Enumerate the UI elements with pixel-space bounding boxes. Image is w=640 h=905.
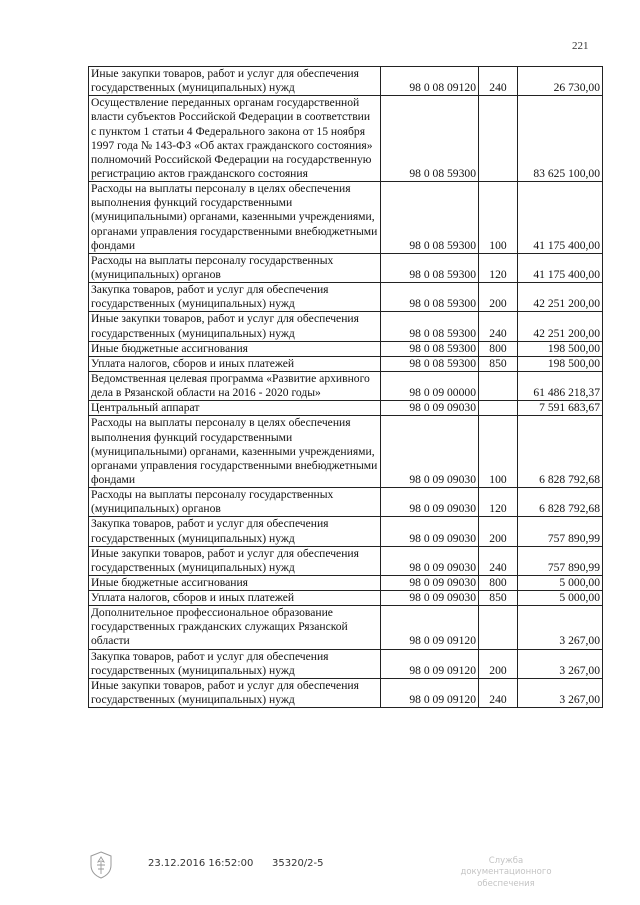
amount: 61 486 218,37 [518, 371, 603, 400]
expense-type: 100 [479, 182, 518, 254]
amount: 3 267,00 [518, 606, 603, 649]
target-code: 98 0 08 09120 [381, 67, 479, 96]
target-code: 98 0 08 59300 [381, 341, 479, 356]
stamp-line: Служба документационного [460, 856, 552, 878]
amount: 41 175 400,00 [518, 182, 603, 254]
table-row [89, 96, 603, 182]
table-row [89, 606, 603, 649]
expense-type: 240 [479, 67, 518, 96]
expense-type: 850 [479, 356, 518, 371]
target-code: 98 0 08 59300 [381, 96, 479, 182]
expense-name: Уплата налогов, сборов и иных платежей [89, 356, 381, 371]
expense-name: Расходы на выплаты персоналу в целях обеспечения выполнения функций государственными (муниципальными) органами, казенными учреждениями, органами управления государственными внебюджетными фондами [89, 416, 381, 488]
target-code: 98 0 08 59300 [381, 356, 479, 371]
expense-name: Иные закупки товаров, работ и услуг для обеспечения государственных (муниципальных) нужд [89, 546, 381, 575]
amount: 198 500,00 [518, 356, 603, 371]
document-footer [0, 858, 640, 898]
table-row [89, 283, 603, 312]
amount: 5 000,00 [518, 591, 603, 606]
amount: 3 267,00 [518, 649, 603, 678]
table-row [89, 401, 603, 416]
expense-name: Иные бюджетные ассигнования [89, 341, 381, 356]
expense-type: 120 [479, 488, 518, 517]
expense-type: 240 [479, 678, 518, 707]
table-row [89, 341, 603, 356]
target-code: 98 0 09 09120 [381, 649, 479, 678]
amount: 6 828 792,68 [518, 488, 603, 517]
table-row [89, 488, 603, 517]
target-code: 98 0 08 59300 [381, 312, 479, 341]
table-row [89, 312, 603, 341]
expense-name: Центральный аппарат [89, 401, 381, 416]
expense-name: Иные бюджетные ассигнования [89, 575, 381, 590]
table-row [89, 678, 603, 707]
target-code: 98 0 09 09030 [381, 401, 479, 416]
expense-name: Расходы на выплаты персоналу государственных (муниципальных) органов [89, 253, 381, 282]
target-code: 98 0 09 09120 [381, 606, 479, 649]
expense-name: Закупка товаров, работ и услуг для обеспечения государственных (муниципальных) нужд [89, 649, 381, 678]
expense-name: Иные закупки товаров, работ и услуг для обеспечения государственных (муниципальных) нужд [89, 678, 381, 707]
table-row [89, 575, 603, 590]
amount: 41 175 400,00 [518, 253, 603, 282]
expense-type: 200 [479, 283, 518, 312]
table-row [89, 182, 603, 254]
expense-type [479, 401, 518, 416]
expense-type: 850 [479, 591, 518, 606]
timestamp: 23.12.2016 16:52:00 [148, 858, 254, 869]
expense-type: 240 [479, 312, 518, 341]
amount: 6 828 792,68 [518, 416, 603, 488]
expense-name: Иные закупки товаров, работ и услуг для обеспечения государственных (муниципальных) нужд [89, 67, 381, 96]
amount: 757 890,99 [518, 517, 603, 546]
page-number: 221 [572, 40, 589, 52]
amount: 26 730,00 [518, 67, 603, 96]
table-row [89, 67, 603, 96]
amount: 42 251 200,00 [518, 312, 603, 341]
document-number: 35320/2-5 [272, 858, 324, 869]
expense-type: 800 [479, 341, 518, 356]
expense-type [479, 96, 518, 182]
expense-name: Ведомственная целевая программа «Развитие архивного дела в Рязанской области на 2016 - 2020 годы» [89, 371, 381, 400]
expense-type: 100 [479, 416, 518, 488]
amount: 757 890,99 [518, 546, 603, 575]
target-code: 98 0 09 09030 [381, 416, 479, 488]
expense-type: 120 [479, 253, 518, 282]
coat-of-arms-icon [88, 850, 114, 883]
expense-name: Расходы на выплаты персоналу государственных (муниципальных) органов [89, 488, 381, 517]
expense-name: Закупка товаров, работ и услуг для обеспечения государственных (муниципальных) нужд [89, 283, 381, 312]
expense-name: Закупка товаров, работ и услуг для обеспечения государственных (муниципальных) нужд [89, 517, 381, 546]
faded-stamp [446, 856, 566, 890]
table-row [89, 253, 603, 282]
budget-table [88, 66, 603, 708]
amount: 42 251 200,00 [518, 283, 603, 312]
target-code: 98 0 08 59300 [381, 182, 479, 254]
amount: 83 625 100,00 [518, 96, 603, 182]
table-row [89, 546, 603, 575]
table-row [89, 591, 603, 606]
expense-type: 240 [479, 546, 518, 575]
expense-type: 800 [479, 575, 518, 590]
expense-name: Иные закупки товаров, работ и услуг для обеспечения государственных (муниципальных) нужд [89, 312, 381, 341]
expense-type [479, 606, 518, 649]
target-code: 98 0 09 09030 [381, 575, 479, 590]
expense-type [479, 371, 518, 400]
target-code: 98 0 08 59300 [381, 253, 479, 282]
target-code: 98 0 09 09120 [381, 678, 479, 707]
table-row [89, 649, 603, 678]
expense-name: Расходы на выплаты персоналу в целях обеспечения выполнения функций государственными (муниципальными) органами, казенными учреждениями, органами управления государственными внебюджетными фондами [89, 182, 381, 254]
target-code: 98 0 09 09030 [381, 488, 479, 517]
table-row [89, 356, 603, 371]
expense-name: Уплата налогов, сборов и иных платежей [89, 591, 381, 606]
table-row [89, 416, 603, 488]
expense-type: 200 [479, 517, 518, 546]
expense-name: Дополнительное профессиональное образование государственных гражданских служащих Рязанской области [89, 606, 381, 649]
expense-name: Осуществление переданных органам государственной власти субъектов Российской Федерации в соответствии с пунктом 1 статьи 4 Федерального закона от 15 ноября 1997 года № 143-ФЗ «Об актах гражданского состояния» полномочий Российской Федерации на государственную регистрацию актов гражданского состояния [89, 96, 381, 182]
target-code: 98 0 09 09030 [381, 546, 479, 575]
target-code: 98 0 09 09030 [381, 591, 479, 606]
target-code: 98 0 09 09030 [381, 517, 479, 546]
table-row [89, 517, 603, 546]
amount: 198 500,00 [518, 341, 603, 356]
table-row [89, 371, 603, 400]
expense-type: 200 [479, 649, 518, 678]
amount: 7 591 683,67 [518, 401, 603, 416]
target-code: 98 0 09 00000 [381, 371, 479, 400]
amount: 5 000,00 [518, 575, 603, 590]
amount: 3 267,00 [518, 678, 603, 707]
stamp-line: обеспечения [477, 878, 535, 889]
target-code: 98 0 08 59300 [381, 283, 479, 312]
